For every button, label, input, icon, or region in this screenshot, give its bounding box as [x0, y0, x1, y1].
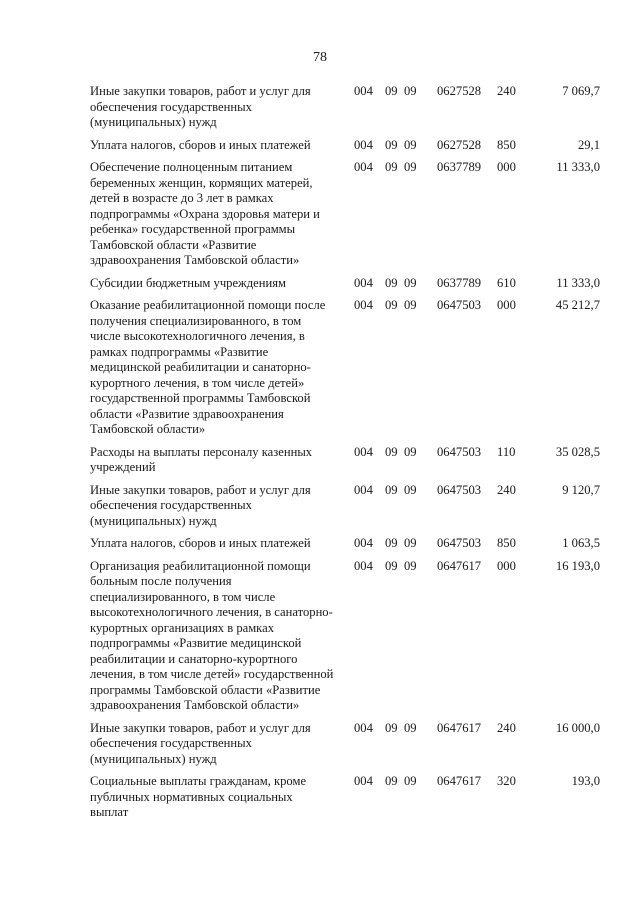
subsection-code: 09 [404, 84, 417, 98]
table-row [90, 84, 600, 131]
target-article-code: 0647617 [437, 774, 482, 788]
expense-name: Субсидии бюджетным учреждениям [90, 275, 286, 290]
org-code: 004 [354, 137, 373, 152]
subsection-code: 09 [404, 298, 417, 312]
expense-type-code: 000 [497, 160, 516, 174]
expense-type-code: 110 [497, 444, 516, 459]
budget-table [90, 84, 600, 828]
target-article-code: 0647503 [437, 536, 482, 550]
expense-name: Организация реабилитационной помощи больным после получения специализированного, в том числе высокотехнологичного лечения, в санаторно-курортных организациях в рамках подпрограммы «Развитие медицинской реабилитации и санаторно-курортного лечения, в том числе детей» государственной программы Тамбовской области «Развитие здравоохранения Тамбовской области» [90, 558, 334, 712]
target-article-code: 0647617 [437, 720, 482, 735]
section-code: 09 [385, 137, 398, 152]
amount: 9 120,7 [562, 482, 600, 497]
expense-name: Иные закупки товаров, работ и услуг для обеспечения государственных (муниципальных) нужд [90, 84, 311, 129]
expense-type-code: 850 [497, 137, 516, 152]
table-row [90, 483, 600, 530]
subsection-code: 09 [404, 275, 417, 290]
section-code: 09 [385, 84, 398, 98]
expense-type-code: 610 [497, 275, 516, 290]
table-row [90, 721, 600, 768]
section-code: 09 [385, 720, 398, 735]
expense-name: Уплата налогов, сборов и иных платежей [90, 536, 311, 550]
subsection-code: 09 [404, 536, 417, 550]
subsection-code: 09 [404, 558, 417, 573]
table-row [90, 298, 600, 438]
target-article-code: 0647503 [437, 482, 482, 497]
expense-name: Оказание реабилитационной помощи после получения специализированного, в том числе высокотехнологичного лечения, в рамках подпрограммы «Развитие медицинской реабилитации и санаторно-курортного лечения, в том числе детей» государственной программы Тамбовской области «Развитие здравоохранения Тамбовской области» [90, 298, 326, 436]
amount: 11 333,0 [556, 275, 600, 290]
expense-name: Уплата налогов, сборов и иных платежей [90, 137, 311, 152]
amount: 11 333,0 [556, 160, 600, 174]
target-article-code: 0637789 [437, 160, 482, 174]
section-code: 09 [385, 444, 398, 459]
page-number: 78 [313, 50, 327, 65]
target-article-code: 0647503 [437, 298, 482, 312]
expense-name: Иные закупки товаров, работ и услуг для обеспечения государственных (муниципальных) нужд [90, 720, 311, 766]
amount: 16 193,0 [555, 558, 600, 573]
expense-name: Социальные выплаты гражданам, кроме публичных нормативных социальных выплат [90, 774, 307, 819]
expense-type-code: 240 [497, 720, 516, 735]
expense-name: Обеспечение полноценным питанием беременных женщин, кормящих матерей, детей в возрасте до 3 лет в рамках подпрограммы «Охрана здоровья матери и ребенка» государственной программы Тамбовской области «Развитие здравоохранения Тамбовской области» [90, 160, 320, 267]
expense-type-code: 240 [497, 482, 516, 497]
subsection-code: 09 [404, 774, 417, 788]
org-code: 004 [354, 298, 373, 312]
amount: 29,1 [577, 137, 600, 152]
section-code: 09 [385, 558, 398, 573]
table-row [90, 138, 600, 154]
section-code: 09 [385, 275, 398, 290]
expense-type-code: 850 [497, 536, 516, 550]
subsection-code: 09 [404, 720, 417, 735]
table-row [90, 774, 600, 821]
expense-type-code: 000 [497, 298, 516, 312]
target-article-code: 0647503 [437, 444, 482, 459]
amount: 45 212,7 [555, 298, 600, 312]
table-row [90, 276, 600, 292]
table-row [90, 445, 600, 476]
org-code: 004 [354, 482, 373, 497]
amount: 1 063,5 [562, 536, 600, 550]
expense-name: Расходы на выплаты персоналу казенных учреждений [90, 444, 313, 474]
table-row [90, 160, 600, 269]
org-code: 004 [354, 160, 373, 174]
org-code: 004 [354, 84, 373, 98]
subsection-code: 09 [404, 137, 417, 152]
amount: 35 028,5 [555, 444, 600, 459]
amount: 7 069,7 [562, 84, 600, 98]
table-row [90, 536, 600, 552]
org-code: 004 [354, 536, 373, 550]
target-article-code: 0637789 [437, 275, 482, 290]
org-code: 004 [354, 275, 373, 290]
table-row [90, 559, 600, 714]
subsection-code: 09 [404, 482, 417, 497]
org-code: 004 [354, 720, 373, 735]
section-code: 09 [385, 160, 398, 174]
expense-type-code: 000 [497, 558, 516, 573]
subsection-code: 09 [404, 444, 417, 459]
target-article-code: 0647617 [437, 558, 482, 573]
expense-type-code: 240 [497, 84, 516, 98]
amount: 193,0 [571, 774, 600, 788]
org-code: 004 [354, 558, 373, 573]
org-code: 004 [354, 444, 373, 459]
target-article-code: 0627528 [437, 84, 482, 98]
org-code: 004 [354, 774, 373, 788]
section-code: 09 [385, 536, 398, 550]
expense-name: Иные закупки товаров, работ и услуг для обеспечения государственных (муниципальных) нужд [90, 482, 311, 528]
expense-type-code: 320 [497, 774, 516, 788]
section-code: 09 [385, 298, 398, 312]
section-code: 09 [385, 482, 398, 497]
amount: 16 000,0 [555, 720, 600, 735]
target-article-code: 0627528 [437, 137, 482, 152]
section-code: 09 [385, 774, 398, 788]
subsection-code: 09 [404, 160, 417, 174]
